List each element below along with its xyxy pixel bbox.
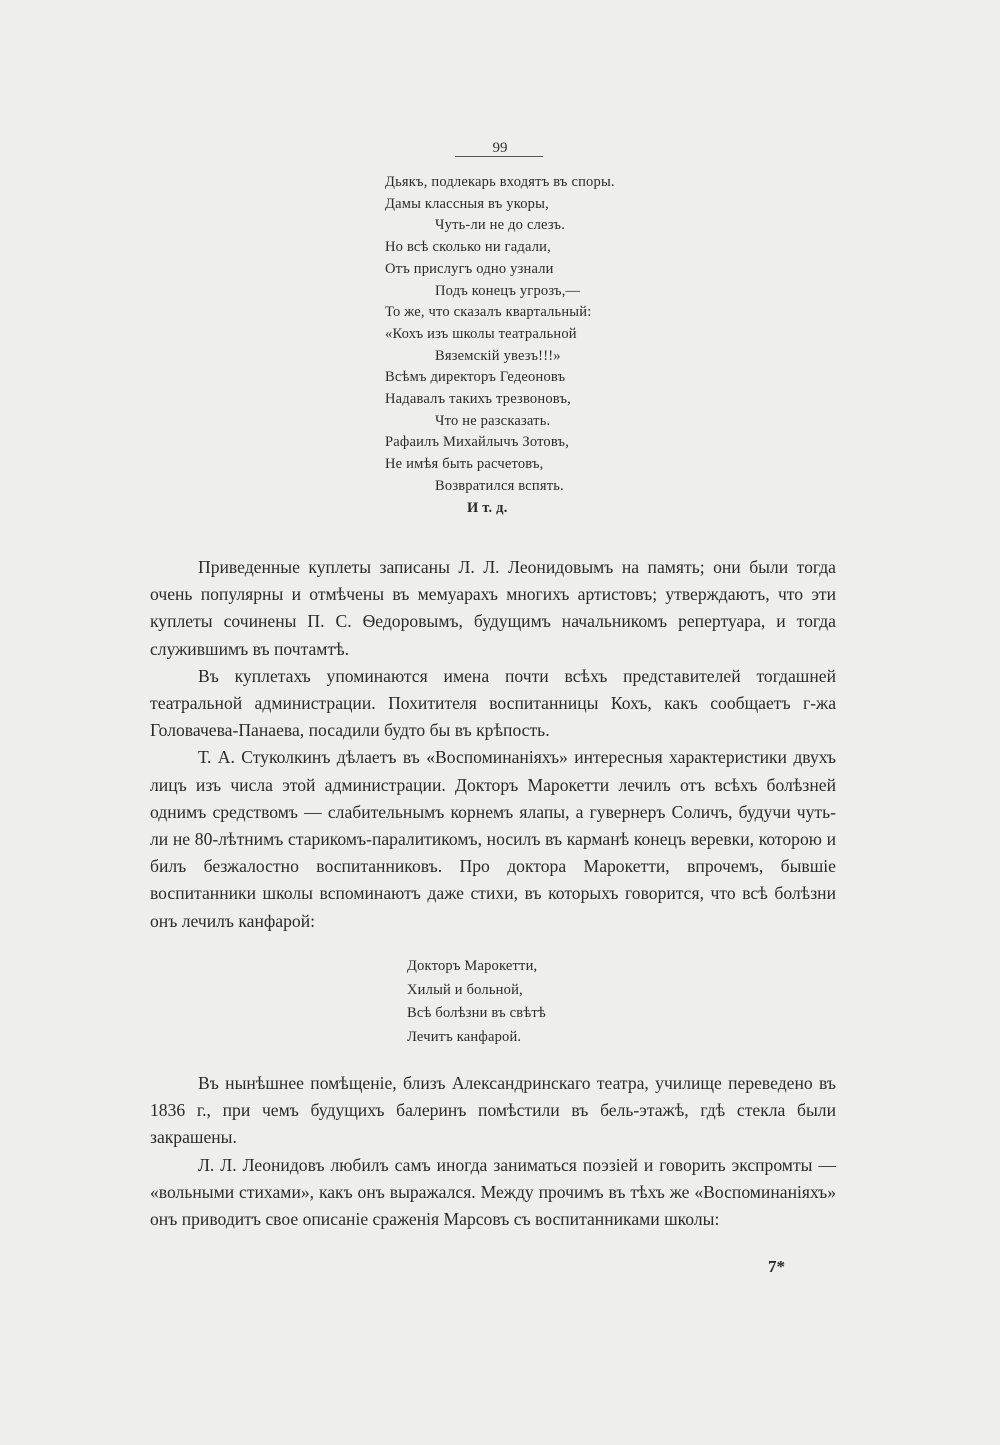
page-number-rule	[455, 156, 543, 157]
page-number: 99	[492, 140, 508, 156]
verse-line: Отъ прислугъ одно узнали	[385, 260, 554, 277]
verse-ending: И т. д.	[467, 499, 508, 516]
verse-line: Всѣ болѣзни въ свѣтѣ	[407, 1005, 546, 1021]
verse-line: Всѣмъ директоръ Гедеоновъ	[385, 369, 566, 386]
signature-mark: 7*	[768, 1257, 785, 1276]
verse-line: Рафаилъ Михайлычъ Зотовъ,	[385, 434, 570, 451]
paragraph: Т. А. Стуколкинъ дѣлаетъ въ «Воспоминаніяхъ» интересныя характеристики двухъ лицъ изъ числа этой администрации. Докторъ Марокетти лечилъ отъ всѣхъ болѣзней однимъ средствомъ — слабительнымъ корнемъ ялапы, а гувернеръ Соличъ, будучи чуть-ли не 80-лѣтнимъ старикомъ-паралитикомъ, носилъ въ карманѣ конецъ веревки, которою и билъ безжалостно воспитанниковъ. Про доктора Марокетти, впрочемъ, бывшіе воспитанники школы вспоминаютъ даже стихи, въ которыхъ говорится, что всѣ болѣзни онъ лечилъ канфарой:	[150, 747, 836, 931]
paragraph: Въ куплетахъ упоминаются имена почти всѣхъ представителей тогдашней театральной администрации. Похитителя воспитанницы Кохъ, какъ сообщаетъ г-жа Головачева-Панаева, посадили будто бы въ крѣпость.	[150, 665, 836, 741]
verse-line: Что не разсказать.	[435, 412, 551, 429]
verse-line: «Кохъ изъ школы театральной	[385, 325, 577, 342]
verse-line: Подъ конецъ угрозъ,—	[435, 282, 581, 299]
verse-line: Докторъ Марокетти,	[407, 958, 538, 974]
verse-line: Лечитъ канфарой.	[407, 1028, 522, 1045]
verse-line: Чуть-ли не до слезъ.	[435, 217, 566, 234]
verse-block-couplets	[385, 172, 705, 519]
verse-line: Вяземскій увезъ!!!»	[435, 347, 561, 364]
paragraph: Л. Л. Леонидовъ любилъ самъ иногда заниматься поэзіей и говорить экспромты — «вольными стихами», какъ онъ выражался. Между прочимъ въ тѣхъ же «Воспоминаніяхъ» онъ приводитъ свое описаніе сраженія Марсовъ съ воспитанниками школы:	[150, 1154, 836, 1230]
verse-line: То же, что сказалъ квартальный:	[385, 304, 592, 321]
verse-line: Хилый и больной,	[407, 981, 523, 998]
prose-section-2	[150, 1070, 836, 1233]
verse-line: Но всѣ сколько ни гадали,	[385, 239, 551, 256]
verse-line: Возвратился вспять.	[435, 477, 564, 494]
verse-line: Не имѣя быть расчетовъ,	[385, 456, 544, 473]
verse-line: Дамы классныя въ укоры,	[385, 195, 549, 212]
verse-block-doctor	[407, 955, 667, 1049]
prose-section-1	[150, 554, 836, 935]
verse-line: Дьякъ, подлекарь входятъ въ споры.	[385, 174, 615, 190]
verse-line: Надавалъ такихъ трезвоновъ,	[385, 391, 571, 408]
paragraph: Приведенные куплеты записаны Л. Л. Леонидовымъ на память; они были тогда очень популярны и отмѣчены въ мемуарахъ многихъ артистовъ; утверждаютъ, что эти куплеты сочинены П. С. Ѳедоровымъ, будущимъ начальникомъ репертуара, и тогда служившимъ въ почтамтѣ.	[150, 557, 836, 659]
paragraph: Въ нынѣшнее помѣщеніе, близъ Александринскаго театра, училище переведено въ 1836 г., при чемъ будущихъ балеринъ помѣстили въ бель-этажѣ, гдѣ стекла были закрашены.	[150, 1073, 836, 1148]
